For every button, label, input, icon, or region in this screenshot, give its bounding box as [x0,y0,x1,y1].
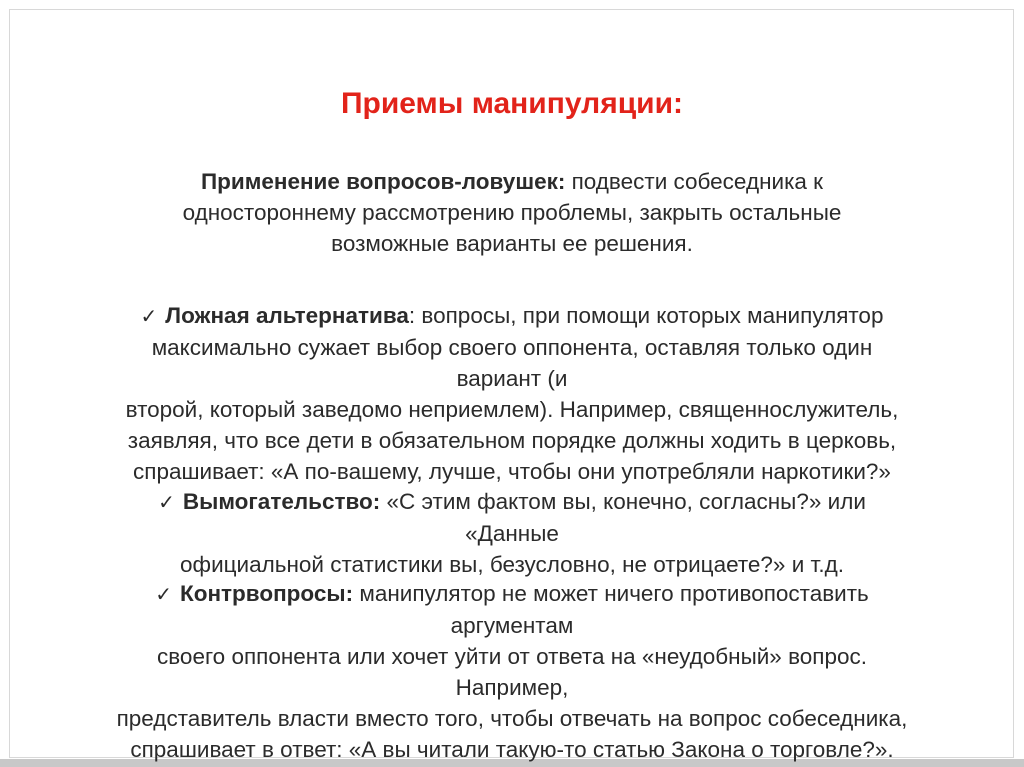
item-false-alternative [112,300,912,487]
item-counter-questions [112,578,912,765]
slide-title: Приемы манипуляции: [340,87,684,120]
item-line: «С этим фактом вы, конечно, согласны?» или «Данные [380,489,866,546]
item-line: официальной статистики вы, безусловно, не отрицаете?» и т.д. [180,552,844,577]
item-term: Ложная альтернатива [165,303,409,328]
check-icon: ✓ [155,582,172,606]
intro-line: возможные варианты ее решения. [331,231,693,256]
item-line: спрашивает в ответ: «А вы читали такую-то статью Закона о торговле?». [130,737,894,762]
item-term: Контрвопросы: [179,581,354,606]
item-line: спрашивает: «А по-вашему, лучше, чтобы они употребляли наркотики?» [133,459,891,484]
item-extortion [112,486,912,580]
intro-term: Применение вопросов-ловушек: [200,169,566,194]
item-line: максимально сужает выбор своего оппонента, оставляя только один вариант (и [151,335,873,391]
item-line: представитель власти вместо того, чтобы отвечать на вопрос собеседника, [116,706,908,731]
intro-line: подвести собеседника к [565,169,824,194]
item-line: второй, который заведомо неприемлем). Например, священнослужитель, [125,397,899,422]
intro-paragraph [112,166,912,259]
item-line: своего оппонента или хочет уйти от ответа на «неудобный» вопрос. Например, [156,644,867,700]
item-term: Вымогательство: [182,489,381,514]
check-icon: ✓ [158,490,175,514]
item-line: : вопросы, при помощи которых манипулятор [408,303,884,328]
intro-line: одностороннему рассмотрению проблемы, закрыть остальные [182,200,842,225]
check-icon: ✓ [140,304,158,328]
item-line: заявляя, что все дети в обязательном порядке должны ходить в церковь, [127,428,897,453]
item-line: манипулятор не может ничего противопоставить аргументам [353,581,869,638]
